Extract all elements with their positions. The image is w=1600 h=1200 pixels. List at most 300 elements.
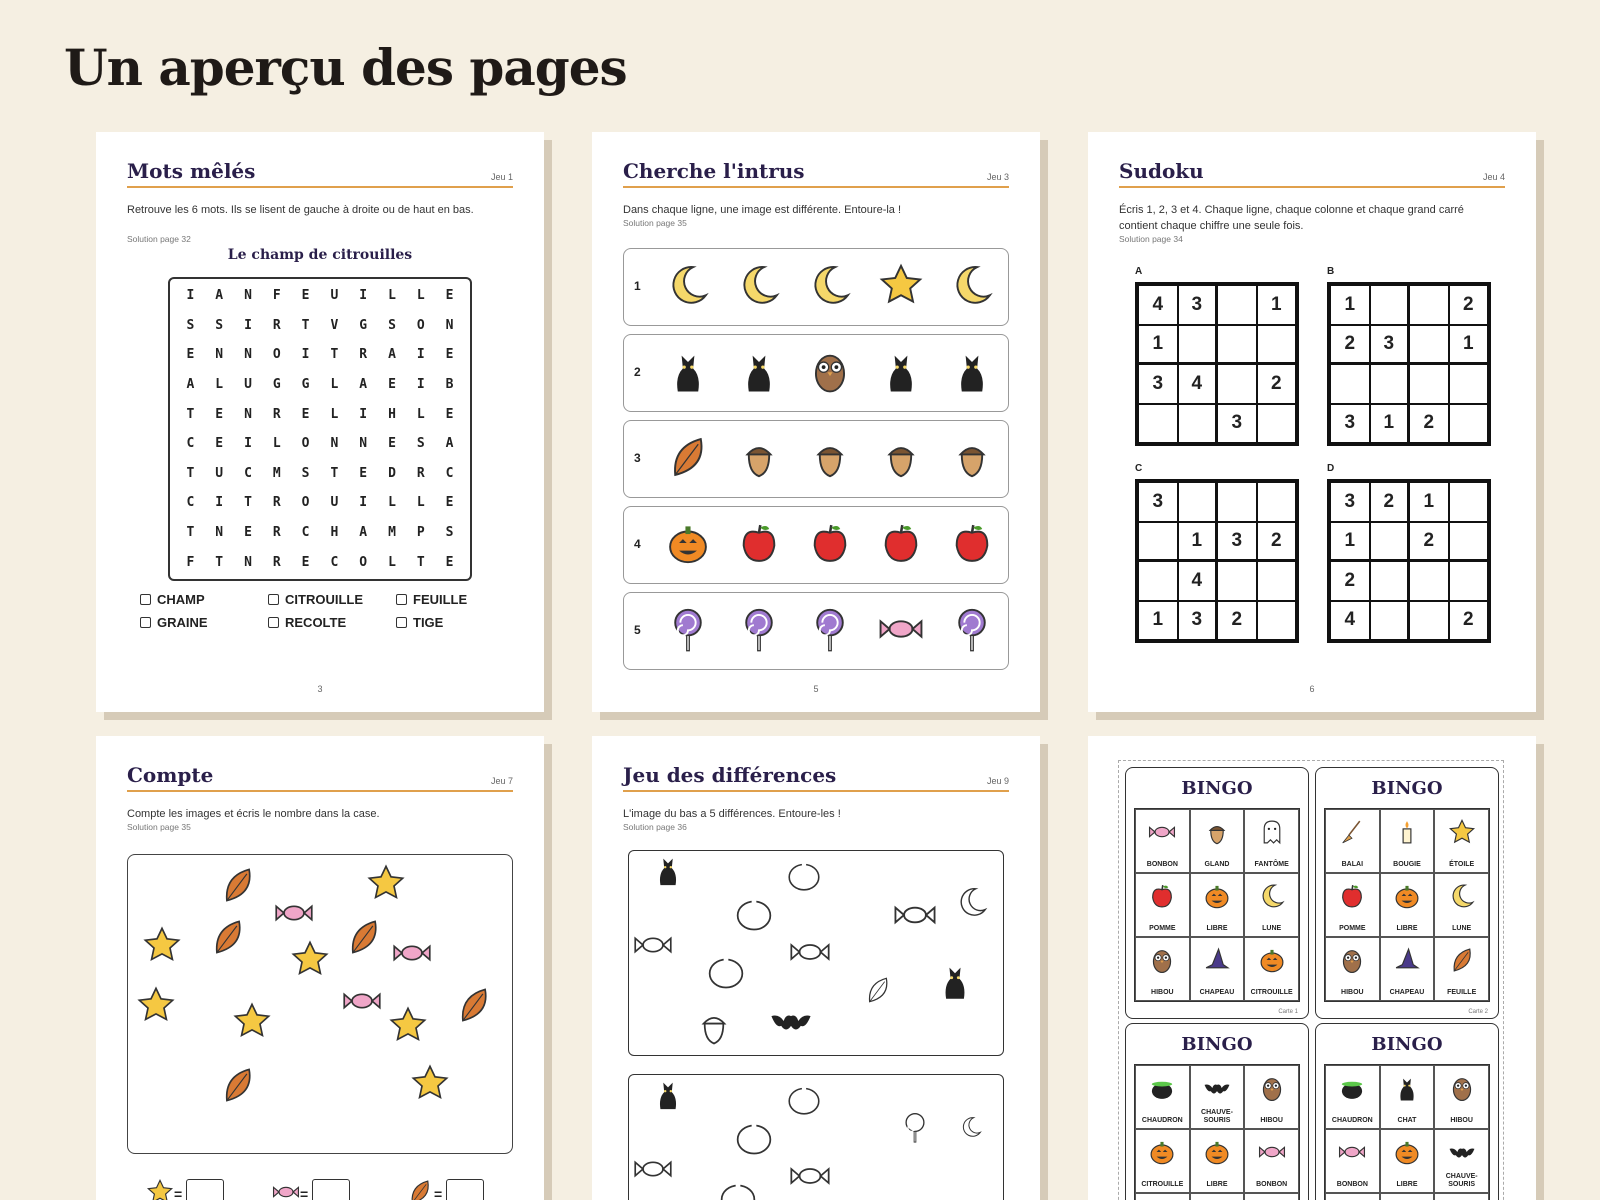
page-header: [623, 764, 1009, 792]
letter-cell[interactable]: E: [359, 465, 368, 481]
bingo-cell[interactable]: [1434, 1129, 1489, 1193]
row-picture[interactable]: [665, 520, 711, 571]
letter-cell[interactable]: I: [186, 288, 195, 304]
letter-cell[interactable]: E: [445, 406, 454, 422]
letter-cell[interactable]: O: [301, 436, 310, 452]
bingo-cell[interactable]: [1434, 1065, 1489, 1129]
row-picture[interactable]: [665, 348, 711, 399]
letter-cell[interactable]: N: [215, 347, 224, 363]
game-number: Jeu 1: [490, 172, 513, 182]
letter-cell[interactable]: I: [416, 377, 425, 393]
letter-cell[interactable]: F: [186, 554, 195, 570]
letter-cell[interactable]: S: [301, 465, 310, 481]
sudoku-cell[interactable]: [1370, 601, 1410, 641]
odd-one-out-row: [623, 592, 1009, 670]
letter-cell[interactable]: E: [215, 406, 224, 422]
checkbox[interactable]: [268, 617, 279, 628]
sudoku-cell[interactable]: [1409, 285, 1449, 325]
star-icon: [878, 262, 924, 308]
picture-element[interactable]: [651, 853, 685, 892]
letter-cell[interactable]: M: [388, 525, 396, 541]
sudoku-cell[interactable]: 2: [1409, 522, 1449, 562]
letter-cell[interactable]: R: [272, 406, 281, 422]
checkbox[interactable]: [140, 594, 151, 605]
bingo-cell[interactable]: [1380, 809, 1435, 873]
letter-cell[interactable]: H: [330, 525, 339, 541]
letter-cell[interactable]: O: [272, 347, 281, 363]
sudoku-cell[interactable]: 3: [1330, 482, 1370, 522]
sudoku-cell[interactable]: [1217, 561, 1257, 601]
row-picture[interactable]: [949, 348, 995, 399]
bingo-card[interactable]: [1125, 1023, 1309, 1200]
letter-cell[interactable]: R: [272, 554, 281, 570]
letter-cell[interactable]: U: [215, 465, 224, 481]
letter-cell[interactable]: M: [272, 465, 281, 481]
letter-cell[interactable]: E: [445, 554, 454, 570]
bingo-cell[interactable]: [1190, 937, 1245, 1001]
page-heading: Un aperçu des pages: [64, 38, 627, 97]
sudoku-cell[interactable]: [1370, 561, 1410, 601]
row-picture[interactable]: [736, 348, 782, 399]
letter-cell[interactable]: T: [301, 317, 310, 333]
picture-element[interactable]: [789, 1155, 831, 1200]
sudoku-cell[interactable]: 2: [1217, 601, 1257, 641]
sudoku-cell[interactable]: 4: [1330, 601, 1370, 641]
bingo-cell[interactable]: [1380, 937, 1435, 1001]
letter-cell[interactable]: T: [186, 465, 195, 481]
sudoku-cell[interactable]: [1257, 561, 1297, 601]
letter-cell[interactable]: L: [388, 554, 396, 570]
letter-cell[interactable]: O: [359, 554, 368, 570]
letter-cell[interactable]: A: [359, 377, 368, 393]
checkbox[interactable]: [268, 594, 279, 605]
sudoku-cell[interactable]: [1409, 601, 1449, 641]
picture-element[interactable]: [899, 1111, 931, 1148]
candy-icon: [789, 931, 831, 973]
letter-cell[interactable]: O: [416, 317, 425, 333]
star-icon: [388, 1005, 428, 1045]
picture-element[interactable]: [769, 999, 813, 1048]
letter-cell[interactable]: A: [445, 436, 454, 452]
picture-element[interactable]: [935, 961, 975, 1006]
sudoku-cell[interactable]: 1: [1257, 285, 1297, 325]
letter-cell[interactable]: E: [301, 288, 310, 304]
sudoku-cell[interactable]: [1178, 325, 1218, 365]
preview-page-differences[interactable]: [592, 736, 1040, 1200]
sudoku-cell[interactable]: 3: [1178, 285, 1218, 325]
preview-page-word-search[interactable]: [96, 132, 544, 712]
row-picture[interactable]: [949, 520, 995, 571]
picture-element[interactable]: [733, 1115, 775, 1162]
letter-cell[interactable]: S: [388, 317, 396, 333]
cat-icon: [1393, 1074, 1421, 1102]
letter-cell[interactable]: L: [388, 288, 396, 304]
sudoku-cell[interactable]: 1: [1370, 404, 1410, 444]
odd-one-out-row: [623, 334, 1009, 412]
letter-cell[interactable]: U: [244, 377, 252, 393]
sudoku-cell[interactable]: [1138, 522, 1178, 562]
counting-picture: [127, 854, 513, 1154]
answer-box[interactable]: [186, 1179, 224, 1200]
sudoku-cell[interactable]: 2: [1257, 522, 1297, 562]
sudoku-cell[interactable]: 1: [1330, 522, 1370, 562]
letter-cell[interactable]: T: [186, 406, 195, 422]
sudoku-cell[interactable]: [1449, 522, 1489, 562]
letter-cell[interactable]: N: [244, 347, 252, 363]
letter-cell[interactable]: L: [215, 377, 224, 393]
sudoku-cell[interactable]: [1138, 404, 1178, 444]
letter-cell[interactable]: A: [359, 525, 368, 541]
sudoku-cell[interactable]: [1217, 482, 1257, 522]
sudoku-cell[interactable]: [1449, 364, 1489, 404]
letter-cell[interactable]: E: [215, 436, 224, 452]
sudoku-cell[interactable]: [1178, 404, 1218, 444]
letter-cell[interactable]: H: [388, 406, 396, 422]
sudoku-cell[interactable]: [1449, 404, 1489, 444]
row-picture[interactable]: [949, 434, 995, 485]
bingo-cell[interactable]: [1135, 1065, 1190, 1129]
picture-element[interactable]: [693, 1005, 735, 1052]
bingo-cell[interactable]: [1434, 809, 1489, 873]
picture-element[interactable]: [785, 1079, 823, 1122]
bingo-cell[interactable]: [1325, 1129, 1380, 1193]
letter-cell[interactable]: L: [272, 436, 281, 452]
letter-cell[interactable]: R: [359, 347, 368, 363]
bingo-cell[interactable]: [1380, 873, 1435, 937]
answer-box[interactable]: [446, 1179, 484, 1200]
letter-cell[interactable]: L: [330, 377, 339, 393]
letter-cell[interactable]: E: [445, 495, 454, 511]
sudoku-cell[interactable]: 3: [1138, 482, 1178, 522]
letter-cell[interactable]: E: [244, 525, 252, 541]
sudoku-cell[interactable]: 2: [1330, 325, 1370, 365]
row-picture[interactable]: [736, 606, 782, 657]
sudoku-cell[interactable]: 4: [1178, 364, 1218, 404]
letter-cell[interactable]: A: [388, 347, 396, 363]
letter-cell[interactable]: P: [416, 525, 425, 541]
letter-cell[interactable]: I: [215, 495, 224, 511]
sudoku-cell[interactable]: [1257, 601, 1297, 641]
sudoku-cell[interactable]: 2: [1449, 285, 1489, 325]
picture-element[interactable]: [955, 885, 989, 924]
letter-cell[interactable]: L: [416, 288, 425, 304]
row-picture[interactable]: [878, 262, 924, 313]
picture-element[interactable]: [705, 949, 747, 996]
bingo-cell[interactable]: [1244, 937, 1299, 1001]
answer-box[interactable]: [312, 1179, 350, 1200]
sudoku-cell[interactable]: 3: [1217, 404, 1257, 444]
sudoku-cell[interactable]: [1409, 364, 1449, 404]
letter-cell[interactable]: A: [215, 288, 224, 304]
sudoku-cell[interactable]: [1449, 482, 1489, 522]
letter-cell[interactable]: F: [272, 288, 281, 304]
bingo-cell[interactable]: [1190, 1193, 1245, 1200]
letter-cell[interactable]: I: [244, 317, 252, 333]
row-number: 3: [634, 451, 641, 465]
sudoku-cell[interactable]: 3: [1217, 522, 1257, 562]
picture-element[interactable]: [717, 1175, 759, 1200]
row-picture[interactable]: [665, 262, 711, 313]
letter-cell[interactable]: V: [330, 317, 339, 333]
sudoku-cell[interactable]: 3: [1330, 404, 1370, 444]
sudoku-cell[interactable]: [1409, 561, 1449, 601]
bingo-cell[interactable]: [1325, 873, 1380, 937]
letter-cell[interactable]: N: [359, 436, 368, 452]
letter-cell[interactable]: B: [445, 377, 454, 393]
letter-cell[interactable]: L: [330, 406, 339, 422]
apple-icon: [1338, 882, 1366, 910]
sudoku-cell[interactable]: [1330, 364, 1370, 404]
letter-cell[interactable]: T: [244, 495, 252, 511]
bingo-cell[interactable]: [1244, 1129, 1299, 1193]
preview-page-counting[interactable]: [96, 736, 544, 1200]
letter-cell[interactable]: I: [359, 406, 368, 422]
sudoku-cell[interactable]: 1: [1178, 522, 1218, 562]
letter-cell[interactable]: L: [416, 495, 425, 511]
letter-cell[interactable]: S: [445, 525, 454, 541]
letter-cell[interactable]: L: [416, 406, 425, 422]
sudoku-cell[interactable]: 2: [1449, 601, 1489, 641]
bingo-cell[interactable]: [1434, 873, 1489, 937]
letter-cell[interactable]: N: [244, 406, 252, 422]
bingo-cell[interactable]: [1135, 1129, 1190, 1193]
equals-sign: =: [434, 1185, 443, 1200]
bingo-cell[interactable]: [1380, 1065, 1435, 1129]
sudoku-cell[interactable]: [1257, 404, 1297, 444]
bingo-cell[interactable]: [1325, 1193, 1380, 1200]
letter-cell[interactable]: C: [445, 465, 454, 481]
sudoku-cell[interactable]: 3: [1370, 325, 1410, 365]
bingo-cell[interactable]: [1325, 937, 1380, 1001]
cat-icon: [935, 961, 975, 1001]
row-picture[interactable]: [807, 262, 853, 313]
checkbox[interactable]: [140, 617, 151, 628]
sudoku-cell[interactable]: [1217, 364, 1257, 404]
checkbox[interactable]: [396, 617, 407, 628]
star-answer[interactable]: [146, 1178, 224, 1200]
letter-cell[interactable]: E: [301, 554, 310, 570]
sudoku-cell[interactable]: 4: [1178, 561, 1218, 601]
letter-cell[interactable]: T: [215, 554, 224, 570]
letter-cell[interactable]: G: [272, 377, 281, 393]
bingo-cell[interactable]: [1434, 1193, 1489, 1200]
row-picture[interactable]: [807, 348, 853, 399]
instructions: Écris 1, 2, 3 et 4. Chaque ligne, chaque colonne et chaque grand carré contient chaque chiffre une seule fois.: [1119, 204, 1464, 232]
sudoku-cell[interactable]: [1217, 285, 1257, 325]
sudoku-cell[interactable]: [1257, 325, 1297, 365]
bingo-cell[interactable]: [1380, 1193, 1435, 1200]
page-number: 3: [317, 684, 323, 694]
preview-page-odd-one-out[interactable]: [592, 132, 1040, 712]
bingo-cell[interactable]: [1135, 937, 1190, 1001]
sudoku-cell[interactable]: 3: [1178, 601, 1218, 641]
picture-element[interactable]: [633, 925, 673, 970]
sudoku-cell[interactable]: [1178, 482, 1218, 522]
bingo-cell[interactable]: [1380, 1129, 1435, 1193]
sudoku-cell[interactable]: 3: [1138, 364, 1178, 404]
star-icon: [142, 925, 182, 965]
row-picture[interactable]: [878, 520, 924, 571]
sudoku-cell[interactable]: [1370, 522, 1410, 562]
word-item[interactable]: [268, 615, 396, 630]
letter-cell[interactable]: E: [388, 436, 396, 452]
row-picture[interactable]: [807, 434, 853, 485]
letter-cell[interactable]: C: [330, 554, 339, 570]
letter-cell[interactable]: E: [388, 377, 396, 393]
page-header: [623, 160, 1009, 188]
bingo-cell[interactable]: [1135, 1193, 1190, 1200]
letter-cell[interactable]: C: [301, 525, 310, 541]
word-item[interactable]: [396, 592, 516, 607]
row-picture[interactable]: [949, 262, 995, 313]
picture-element[interactable]: [785, 855, 823, 898]
picture-element[interactable]: [863, 975, 893, 1010]
bingo-card[interactable]: [1315, 1023, 1499, 1200]
letter-cell[interactable]: I: [416, 347, 425, 363]
bingo-cell[interactable]: [1244, 873, 1299, 937]
letter-cell[interactable]: T: [330, 465, 339, 481]
sudoku-cell[interactable]: 1: [1409, 482, 1449, 522]
picture-element[interactable]: [733, 891, 775, 938]
sudoku-cell[interactable]: [1409, 325, 1449, 365]
bingo-cell[interactable]: [1190, 809, 1245, 873]
letter-cell[interactable]: C: [244, 465, 252, 481]
sudoku-cell[interactable]: 2: [1257, 364, 1297, 404]
letter-cell[interactable]: C: [186, 495, 195, 511]
cat-icon: [665, 348, 711, 394]
sudoku-cell[interactable]: 2: [1370, 482, 1410, 522]
row-picture[interactable]: [736, 434, 782, 485]
letter-cell[interactable]: E: [301, 406, 310, 422]
letter-cell[interactable]: S: [215, 317, 224, 333]
row-picture[interactable]: [807, 520, 853, 571]
row-picture[interactable]: [878, 606, 924, 657]
letter-cell[interactable]: N: [244, 288, 252, 304]
letter-cell[interactable]: N: [330, 436, 339, 452]
letter-cell[interactable]: S: [186, 317, 195, 333]
letter-cell[interactable]: G: [301, 377, 310, 393]
letter-cell[interactable]: R: [272, 495, 281, 511]
letter-cell[interactable]: R: [272, 525, 281, 541]
sudoku-cell[interactable]: [1370, 364, 1410, 404]
word-item[interactable]: [140, 592, 268, 607]
bingo-cell[interactable]: [1434, 937, 1489, 1001]
bingo-cell[interactable]: [1325, 1065, 1380, 1129]
sudoku-cell[interactable]: 2: [1409, 404, 1449, 444]
letter-cell[interactable]: T: [416, 554, 425, 570]
letter-cell[interactable]: O: [301, 495, 310, 511]
solution-ref: Solution page 35: [127, 822, 191, 832]
candy-answer[interactable]: [272, 1178, 350, 1200]
letter-cell[interactable]: R: [416, 465, 425, 481]
bingo-cell[interactable]: [1135, 873, 1190, 937]
letter-cell[interactable]: G: [359, 317, 368, 333]
moon-icon: [1448, 882, 1476, 910]
row-picture[interactable]: [665, 434, 711, 485]
instructions: L'image du bas a 5 différences. Entoure-les !: [623, 808, 841, 820]
letter-cell[interactable]: R: [272, 317, 281, 333]
bingo-cell[interactable]: [1190, 1065, 1245, 1129]
sudoku-cell[interactable]: [1138, 561, 1178, 601]
bingo-cell[interactable]: [1244, 1065, 1299, 1129]
page-number: 6: [1309, 684, 1315, 694]
row-picture[interactable]: [878, 434, 924, 485]
picture-element[interactable]: [789, 931, 831, 978]
bingo-cell[interactable]: [1190, 1129, 1245, 1193]
row-picture[interactable]: [736, 262, 782, 313]
row-picture[interactable]: [665, 606, 711, 657]
word-item[interactable]: [140, 615, 268, 630]
letter-cell[interactable]: N: [244, 554, 252, 570]
sudoku-cell[interactable]: 1: [1138, 325, 1178, 365]
sudoku-cell[interactable]: 1: [1330, 285, 1370, 325]
letter-cell[interactable]: E: [186, 347, 195, 363]
picture-element[interactable]: [893, 893, 937, 942]
picture-element[interactable]: [633, 1149, 673, 1194]
bingo-card[interactable]: [1125, 767, 1309, 1019]
letter-cell[interactable]: S: [416, 436, 425, 452]
letter-cell[interactable]: E: [445, 347, 454, 363]
letter-cell[interactable]: U: [330, 495, 339, 511]
letter-cell[interactable]: N: [215, 525, 224, 541]
letter-cell[interactable]: T: [330, 347, 339, 363]
page-header: [127, 764, 513, 792]
letter-cell[interactable]: I: [301, 347, 310, 363]
letter-cell[interactable]: U: [330, 288, 339, 304]
sudoku-cell[interactable]: 1: [1138, 601, 1178, 641]
sudoku-cell[interactable]: 1: [1449, 325, 1489, 365]
bingo-cell[interactable]: [1190, 873, 1245, 937]
bingo-cell[interactable]: [1325, 809, 1380, 873]
picture-element[interactable]: [959, 1115, 983, 1144]
row-picture[interactable]: [807, 606, 853, 657]
sudoku-cell[interactable]: [1370, 285, 1410, 325]
row-picture[interactable]: [878, 348, 924, 399]
cell-label: LUNE: [1452, 925, 1472, 932]
game-number: Jeu 4: [1482, 172, 1505, 182]
preview-page-bingo[interactable]: [1088, 736, 1536, 1200]
word-item[interactable]: [268, 592, 396, 607]
picture-element[interactable]: [651, 1077, 685, 1116]
bingo-card[interactable]: [1315, 767, 1499, 1019]
lollipop-icon: [899, 1111, 931, 1143]
letter-cell[interactable]: T: [186, 525, 195, 541]
letter-cell[interactable]: L: [388, 495, 396, 511]
letter-cell[interactable]: I: [359, 288, 368, 304]
letter-cell[interactable]: C: [186, 436, 195, 452]
sudoku-cell[interactable]: [1257, 482, 1297, 522]
checkbox[interactable]: [396, 594, 407, 605]
row-picture[interactable]: [949, 606, 995, 657]
letter-cell[interactable]: N: [445, 317, 454, 333]
bingo-cell[interactable]: [1244, 809, 1299, 873]
row-picture[interactable]: [736, 520, 782, 571]
letter-cell[interactable]: A: [186, 377, 195, 393]
sudoku-cell[interactable]: 4: [1138, 285, 1178, 325]
sudoku-cell[interactable]: 2: [1330, 561, 1370, 601]
bingo-cell[interactable]: [1135, 809, 1190, 873]
letter-cell[interactable]: I: [244, 436, 252, 452]
word-item[interactable]: [396, 615, 516, 630]
letter-cell[interactable]: D: [388, 465, 396, 481]
letter-cell[interactable]: E: [445, 288, 454, 304]
sudoku-cell[interactable]: [1217, 325, 1257, 365]
leaf-answer[interactable]: [406, 1178, 484, 1200]
letter-cell[interactable]: I: [359, 495, 368, 511]
bingo-cell[interactable]: [1244, 1193, 1299, 1200]
sudoku-cell[interactable]: [1449, 561, 1489, 601]
preview-page-sudoku[interactable]: [1088, 132, 1536, 712]
